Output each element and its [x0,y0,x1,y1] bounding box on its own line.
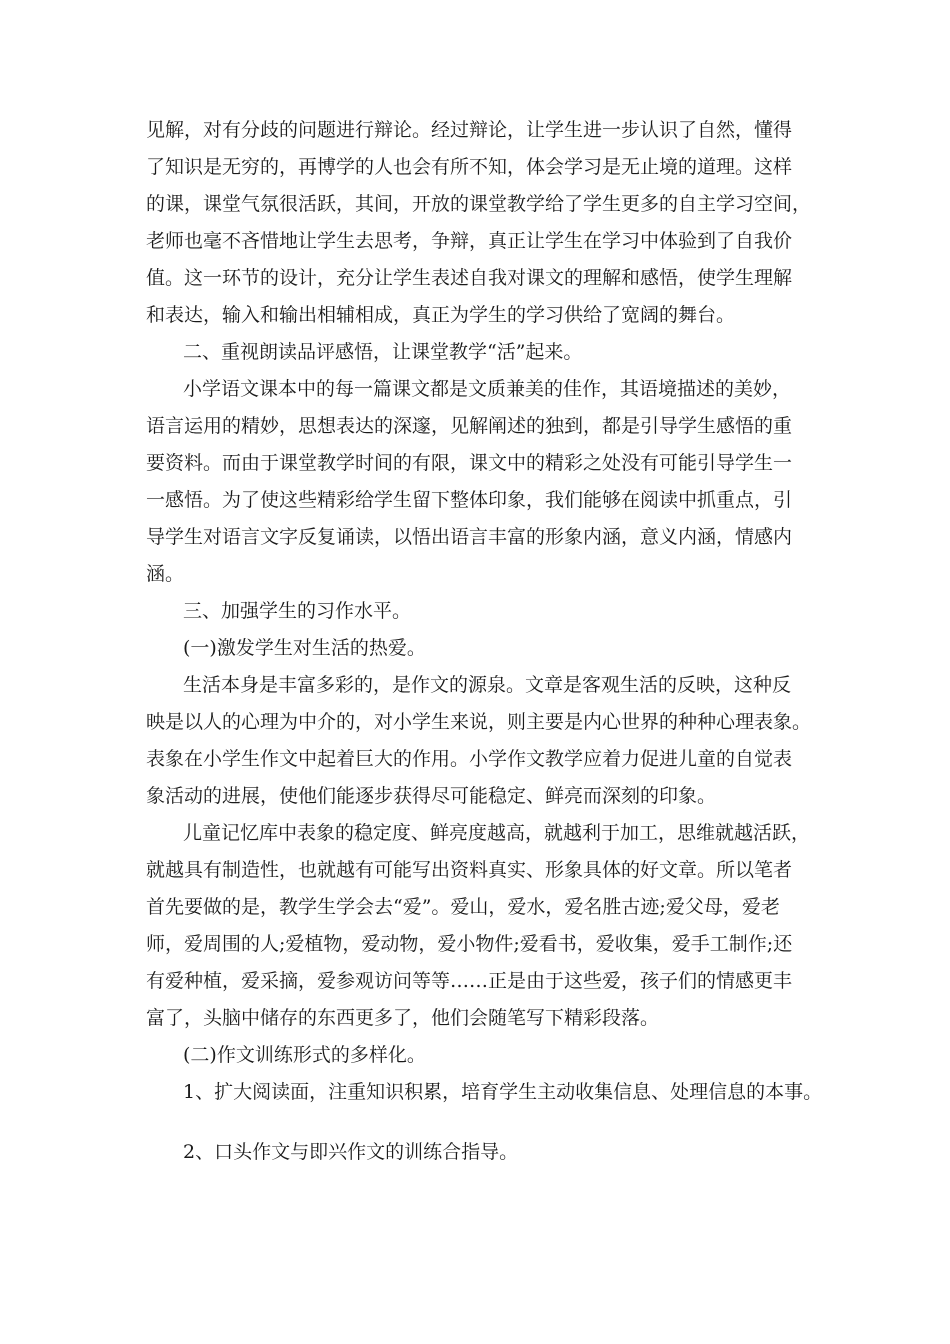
subsection-heading: (二)作文训练形式的多样化。 [183,1044,426,1066]
text-line: 老师也毫不吝惜地让学生去思考，争辩，真正让学生在学习中体验到了自我价 [146,230,793,252]
text-line: 师，爱周围的人;爱植物，爱动物，爱小物件;爱看书，爱收集，爱手工制作;还 [146,933,793,955]
text-line: 语言运用的精妙，思想表达的深邃，见解阐述的独到，都是引导学生感悟的重 [146,415,793,437]
section-heading: 三、加强学生的习作水平。 [183,600,412,622]
text-line: 要资料。而由于课堂教学时间的有限，课文中的精彩之处没有可能引导学生一 [146,452,793,474]
text-line: 值。这一环节的设计，充分让学生表述自我对课文的理解和感悟，使学生理解 [146,267,793,289]
text-line: 表象在小学生作文中起着巨大的作用。小学作文教学应着力促进儿童的自觉表 [146,748,793,770]
text-line: 首先要做的是，教学生学会去“爱”。爱山，爱水，爱名胜古迹;爱父母，爱老 [146,896,780,918]
text-line: 涵。 [146,563,185,585]
subsection-heading: (一)激发学生对生活的热爱。 [183,637,426,659]
text-line: 和表达，输入和输出相辅相成，真正为学生的学习供给了宽阔的舞台。 [146,304,736,326]
text-line: 小学语文课本中的每一篇课文都是文质兼美的佳作，其语境描述的美妙， [183,378,792,400]
text-line: 的课，课堂气氛很活跃，其间，开放的课堂教学给了学生更多的自主学习空间， [146,193,812,215]
text-line: 了知识是无穷的，再博学的人也会有所不知，体会学习是无止境的道理。这样 [146,156,793,178]
text-line: 有爱种植，爱采摘，爱参观访问等等……正是由于这些爱，孩子们的情感更丰 [146,970,793,992]
text-line: 映是以人的心理为中介的，对小学生来说，则主要是内心世界的种种心理表象。 [146,711,812,733]
text-line: 儿童记忆库中表象的稳定度、鲜亮度越高，就越利于加工，思维就越活跃， [183,822,811,844]
section-heading: 二、重视朗读品评感悟，让课堂教学“活”起来。 [183,341,583,363]
text-line: 富了，头脑中储存的东西更多了，他们会随笔写下精彩段落。 [146,1007,660,1029]
list-item: 2、口头作文与即兴作文的训练合指导。 [183,1141,519,1163]
list-item: 1、扩大阅读面，注重知识积累，培育学生主动收集信息、处理信息的本事。 [183,1081,823,1103]
text-line: 导学生对语言文字反复诵读，以悟出语言丰富的形象内涵，意义内涵，情感内 [146,526,793,548]
text-line: 生活本身是丰富多彩的，是作文的源泉。文章是客观生活的反映，这种反 [183,674,792,696]
text-line: 一感悟。为了使这些精彩给学生留下整体印象，我们能够在阅读中抓重点，引 [146,489,793,511]
text-line: 象活动的进展，使他们能逐步获得尽可能稳定、鲜亮而深刻的印象。 [146,785,717,807]
text-line: 就越具有制造性，也就越有可能写出资料真实、形象具体的好文章。所以笔者 [146,859,793,881]
text-line: 见解，对有分歧的问题进行辩论。经过辩论，让学生进一步认识了自然，懂得 [146,119,793,141]
